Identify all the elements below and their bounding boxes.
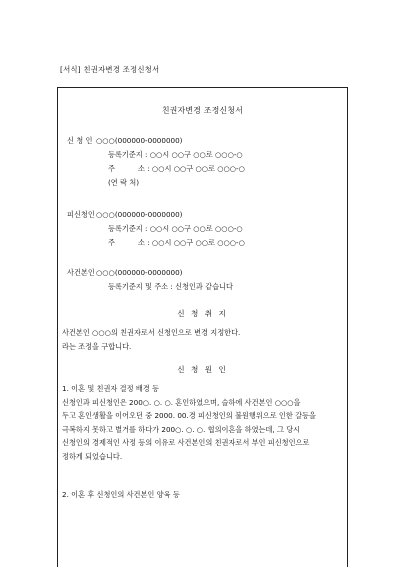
respondent-label: 피신청인 (67, 210, 95, 219)
purpose-heading: 신 청 취 지 (177, 309, 228, 318)
purpose-text (62, 326, 341, 353)
grounds-line: 극복하지 못하고 별거를 하다가 200○. ○. ○. 협의이혼을 하였는데, 그 당시 (62, 424, 301, 434)
applicant-label: 신 청 인 (67, 136, 93, 145)
grounds-item1-title: 1. 이혼 및 친권자 결정 배경 등 (62, 384, 159, 393)
respondent-registry: 등록기준지 : ○○시 ○○구 ○○로 ○○○-○ (108, 224, 243, 233)
document-frame (57, 87, 348, 567)
applicant-name: ○○○(000000-0000000) (96, 136, 183, 145)
document-title: 친권자변경 조정신청서 (161, 106, 244, 115)
purpose-line: 사건본인 ○○○의 친권자로서 신청인으로 변경 지정한다. (62, 328, 241, 337)
principal-label: 사건본인 (67, 268, 95, 277)
grounds-line: 두고 혼인생활을 이어오던 중 2000. 00.경 피신청인의 불원행위으로 인한 갈등을 (62, 411, 316, 420)
respondent-address-label: 주 (108, 238, 115, 247)
applicant-registry: 등록기준지 : ○○시 ○○구 ○○로 ○○○-○ (108, 150, 243, 159)
grounds-item1 (62, 382, 341, 463)
form-caption: [서식] 친권자변경 조정신청서 (60, 65, 160, 74)
grounds-line: 신청인과 피신청인은 200○. ○. ○. 혼인하였으며, 슬하에 사건본인 ○○○을 (62, 397, 301, 407)
grounds-item2-title: 2. 이혼 후 신청인의 사건본인 양육 등 (62, 490, 180, 499)
grounds-line: 정하게 되었습니다. (62, 451, 123, 461)
purpose-line: 라는 조정을 구합니다. (62, 341, 132, 351)
applicant-address: 소 : ○○시 ○○구 ○○로 ○○○-○ (138, 164, 245, 173)
grounds-heading: 신 청 원 인 (177, 365, 228, 374)
respondent-address: 소 : ○○시 ○○구 ○○로 ○○○-○ (138, 238, 245, 247)
respondent-name: ○○○(000000-0000000) (96, 210, 183, 219)
applicant-address-label: 주 (108, 164, 115, 173)
grounds-line: 신청인의 경제적인 사정 등의 이유로 사건본인의 친권자로서 부인 피신청인으로 (62, 438, 310, 447)
applicant-contact: (연 락 처) (108, 178, 140, 187)
principal-name: ○○○(000000-0000000) (96, 268, 183, 277)
principal-registry: 등록기준지 및 주소 : 신청인과 같습니다 (108, 282, 233, 291)
